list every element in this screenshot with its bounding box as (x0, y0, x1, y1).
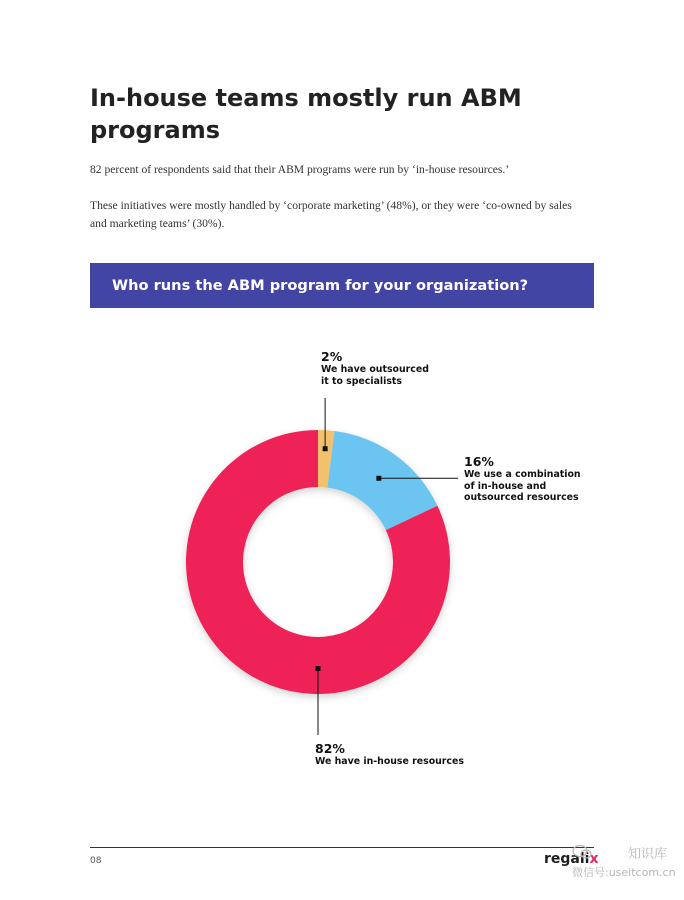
watermark-line1: 知识库 (628, 847, 668, 862)
label-2-percent-line1: We have outsourced (321, 364, 429, 375)
page-number: 08 (90, 856, 102, 866)
detail-paragraph: These initiatives were mostly handled by ‘corporate marketing’ (48%), or they were ‘co-owned by sales and marketing teams’ (30%). (90, 199, 572, 230)
page-title: In-house teams mostly run ABM programs (90, 84, 522, 144)
watermark (570, 840, 682, 884)
label-16-percent-line2: of in-house and (464, 480, 547, 492)
chart-question: Who runs the ABM program for your organization? (112, 277, 529, 294)
intro-paragraph: 82 percent of respondents said that their ABM programs were run by ‘in-house resources.’ (90, 163, 510, 176)
label-16-percent (464, 454, 581, 504)
logo-text: regali (544, 851, 590, 867)
label-82-percent-value: 82% (315, 741, 345, 756)
label-2-percent (321, 349, 429, 387)
label-16-percent-line3: outsourced resources (464, 492, 579, 503)
label-2-percent-value: 2% (321, 349, 343, 364)
footer-divider (90, 847, 594, 848)
watermark-line2: 微信号:useitcom.cn (572, 866, 676, 879)
label-82-percent (315, 741, 464, 768)
label-82-percent-line1: We have in-house resources (315, 756, 464, 767)
label-2-percent-line2: it to specialists (321, 375, 402, 387)
logo-accent: x (589, 851, 599, 867)
label-16-percent-line1: We use a combination (464, 469, 581, 480)
label-16-percent-value: 16% (464, 454, 494, 469)
chat-icon (572, 844, 592, 860)
